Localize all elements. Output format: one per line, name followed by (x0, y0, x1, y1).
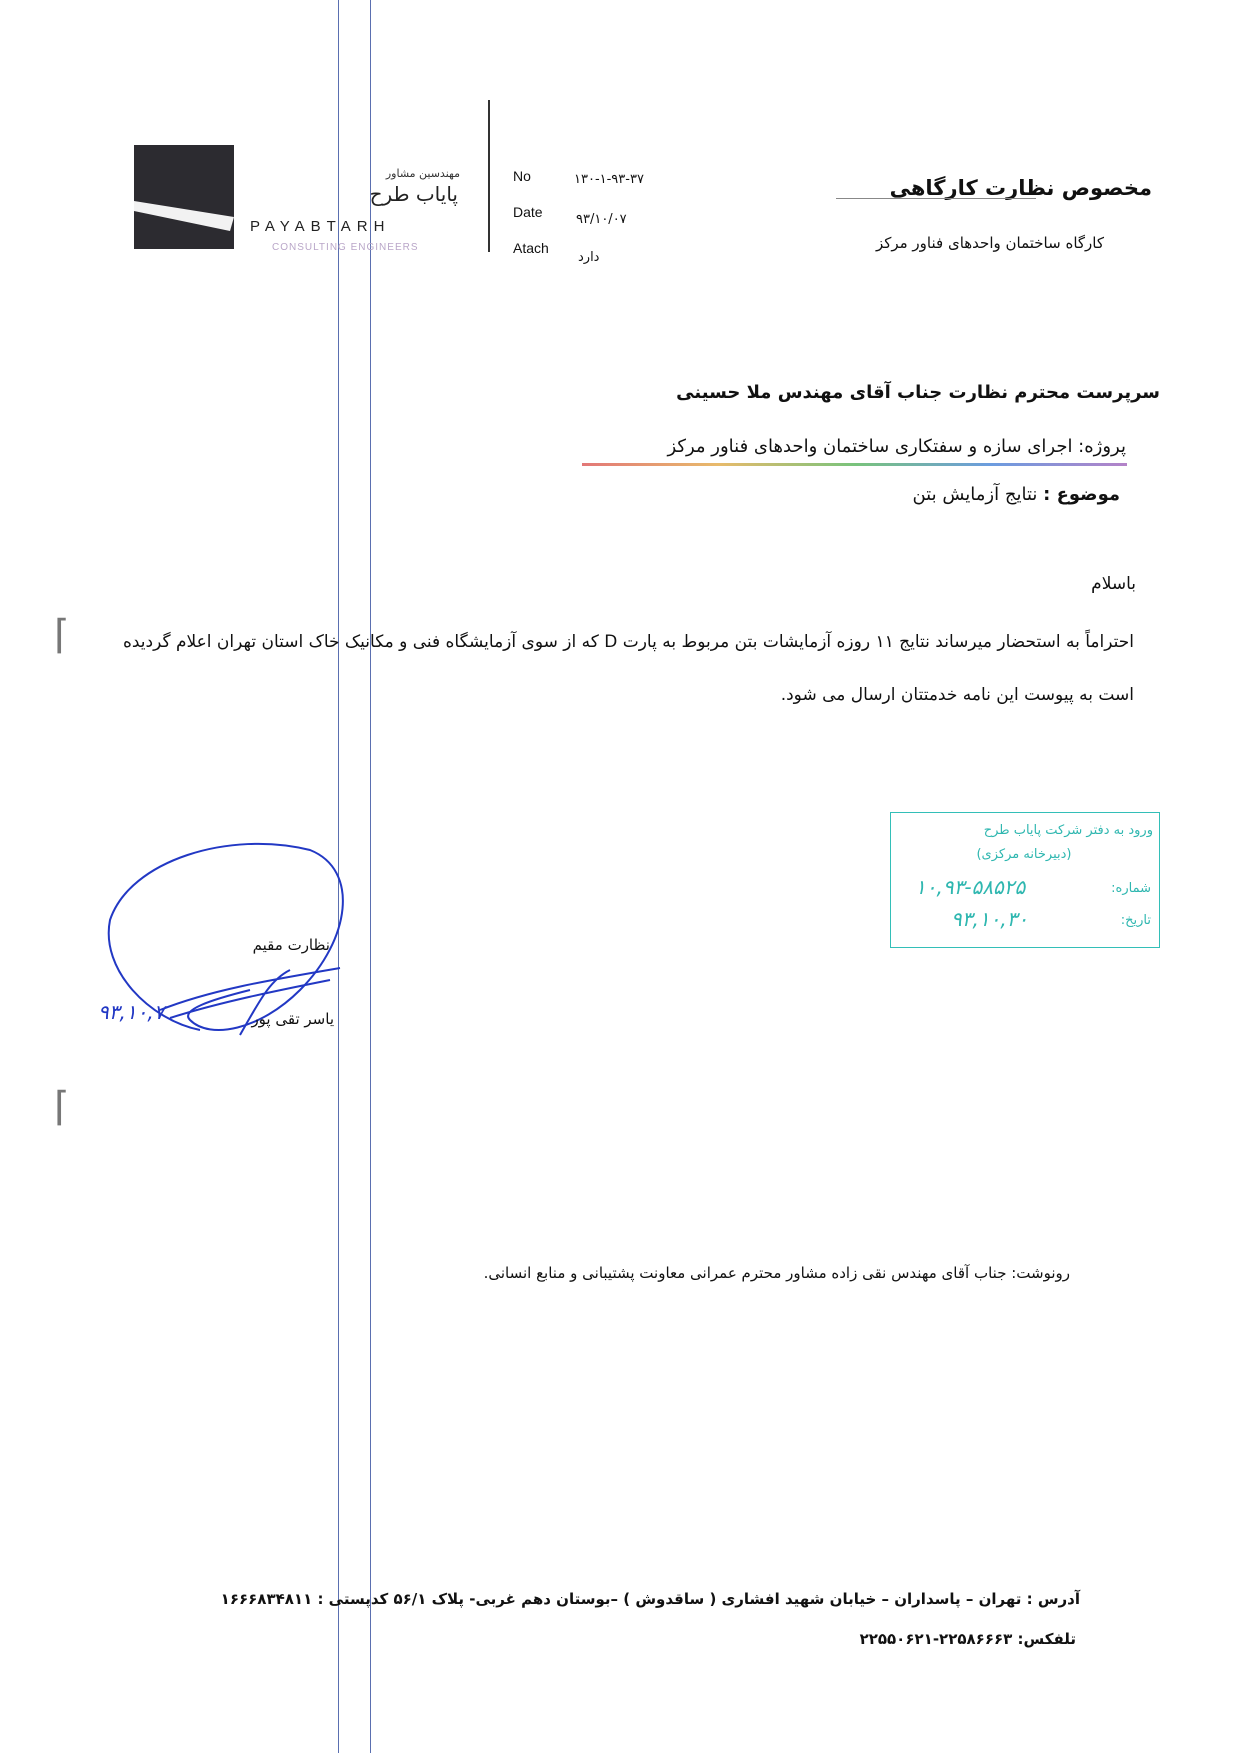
attach-value: دارد (578, 250, 600, 265)
footer-fax: تلفکس: ۲۲۵۸۶۶۶۳-۲۲۵۵۰۶۲۱ (859, 1630, 1076, 1648)
greeting: باسلام (1091, 574, 1136, 594)
recipient: سرپرست محترم نظارت جناب آقای مهندس ملا حسینی (676, 382, 1160, 403)
no-label: No (513, 168, 531, 184)
stamp-number-value: ۱۰,۹۳-۵۸۵۲۵ (915, 875, 1026, 899)
footer-address: آدرس : تهران – پاسداران – خیابان شهید افشاری ( ساقدوش ) –بوستان دهم غربی- پلاک ۵۶/۱ کدپستی : ۱۶۶۶۸۳۴۸۱۱ (220, 1590, 1080, 1608)
brand-name-en: PAYABTARH (250, 218, 391, 235)
company-logo (134, 145, 234, 249)
project-line: پروژه: اجرای سازه و سفتکاری ساختمان واحدهای فناور مرکز (667, 436, 1126, 457)
brand-name-fa: پایاب طرح (369, 182, 458, 206)
stamp-date-value: ۹۳,۱۰,۳۰ (951, 907, 1029, 931)
brand-small-fa: مهندسین مشاور (385, 167, 460, 180)
subject-label: موضوع : (1043, 484, 1120, 505)
attach-label: Atach (513, 240, 549, 256)
scan-line-right (370, 0, 371, 1753)
no-value: ۱۳۰-۱-۹۳-۳۷ (574, 172, 644, 187)
header-title-underline (836, 198, 1036, 199)
date-value: ۹۳/۱۰/۰۷ (576, 212, 627, 227)
letter-body: احتراماً به استحضار میرساند نتایج ۱۱ روزه آزمایشات بتن مربوط به پارت D که از سوی آزمایشگاه فنی و مکانیک خاک استان تهران اعلام گردیده است به پیوست این نامه خدمتتان ارسال می شود. (122, 632, 1134, 705)
subject-text: نتایج آزمایش بتن (912, 484, 1038, 505)
signature-handwritten-date: ۹۳,۱۰,۷ (98, 1000, 165, 1024)
received-stamp (890, 812, 1160, 948)
header-subtitle: کارگاه ساختمان واحدهای فناور مرکز (875, 234, 1104, 252)
date-label: Date (513, 204, 543, 220)
project-underline (582, 463, 1127, 466)
header-divider (488, 100, 490, 252)
stamp-line1: ورود به دفتر شرکت پایاب طرح (983, 823, 1153, 838)
stamp-number-label: شماره: (1111, 881, 1151, 896)
signature-name: یاسر تقی پور (251, 1010, 334, 1028)
hole-punch-mark-bottom: ⌈ (54, 1084, 70, 1130)
header-title: مخصوص نظارت کارگاهی (889, 176, 1152, 200)
stamp-line2: (دبیرخانه مرکزی) (976, 847, 1072, 862)
stamp-date-label: تاریخ: (1120, 913, 1151, 928)
hole-punch-mark-top: ⌈ (54, 612, 70, 658)
signature-role: نظارت مقیم (252, 936, 330, 954)
subject (800, 484, 1120, 505)
carbon-copy: رونوشت: جناب آقای مهندس نقی زاده مشاور محترم عمرانی معاونت پشتیبانی و منابع انسانی. (483, 1264, 1070, 1282)
brand-subtitle-en: CONSULTING ENGINEERS (272, 242, 419, 253)
